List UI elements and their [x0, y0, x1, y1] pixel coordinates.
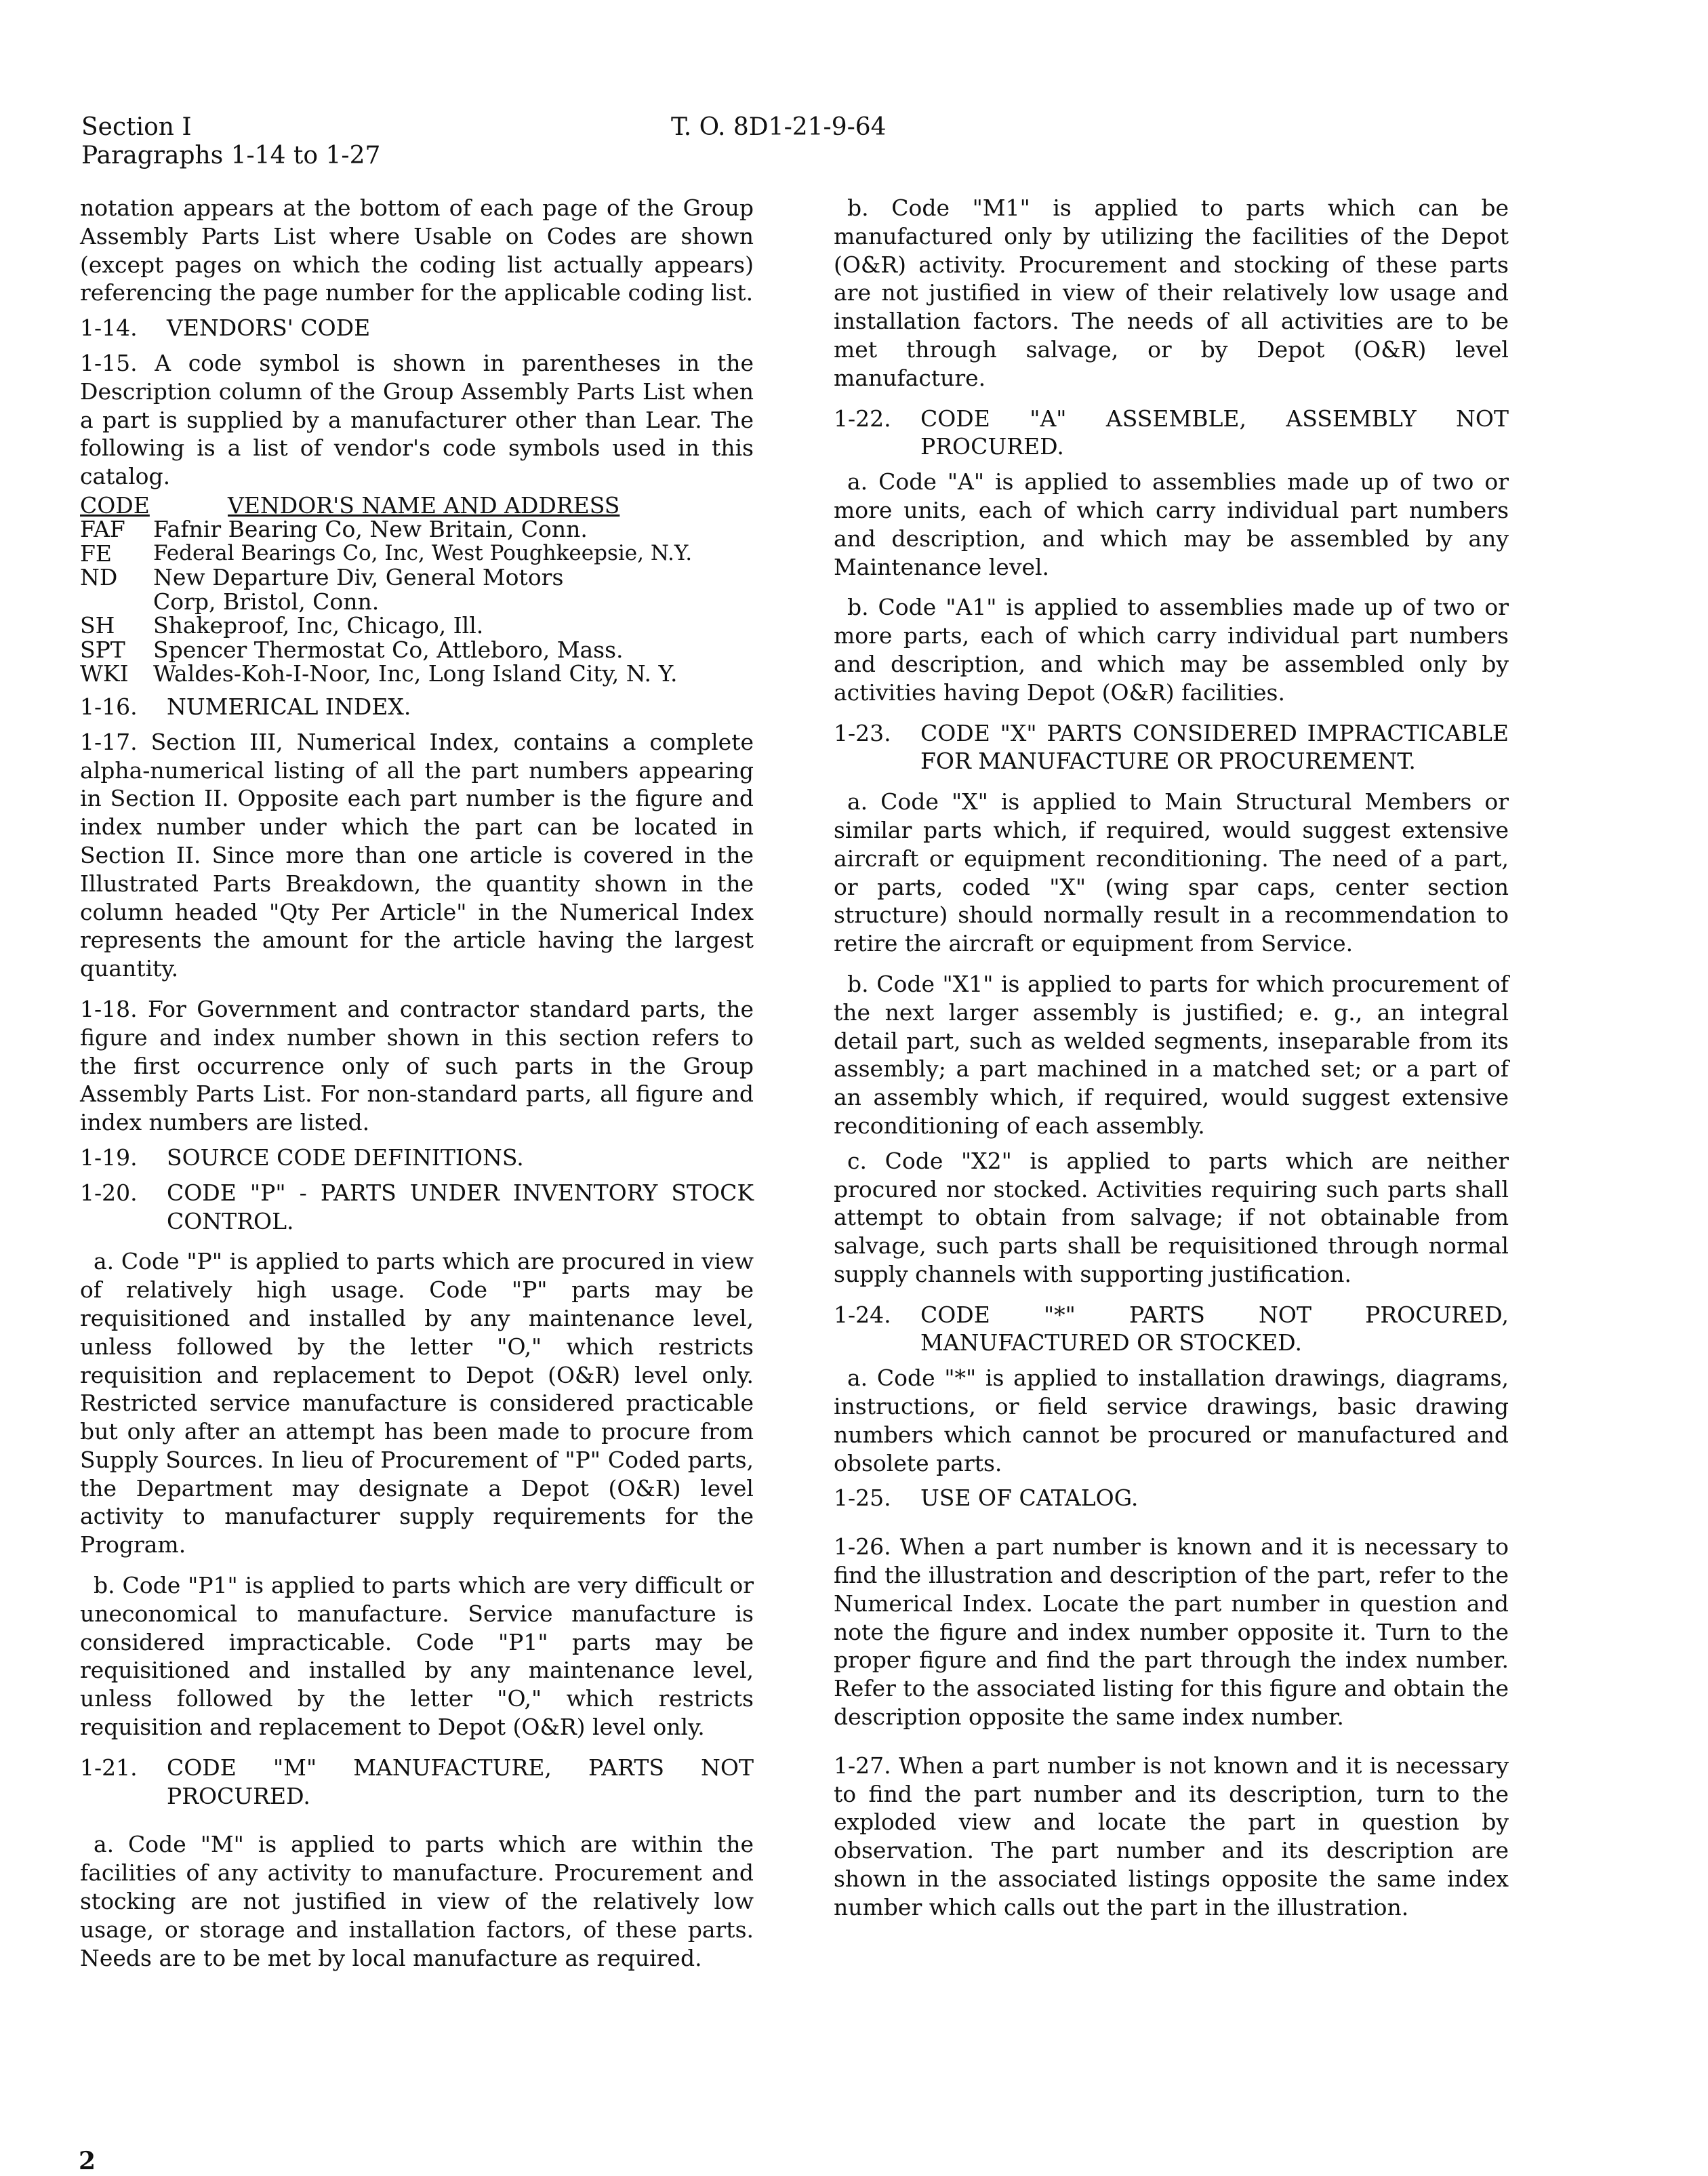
heading-1-14: 1-14. VENDORS' CODE [80, 315, 371, 342]
vendor-row: FAF Fafnir Bearing Co, New Britain, Conn. [80, 516, 588, 543]
intro-paragraph: notation appears at the bottom of each page of the Group Assembly Parts List where Usable on Codes are shown (except pages on which the coding list actually appears) referencing the page number for the applicable coding list. [80, 195, 754, 306]
paragraph-1-20-a: a. Code "P" is applied to parts which are procured in view of relatively high usage. Code "P" parts may be requisitioned and installed by any maintenance level, unless followed by the letter "O," which restricts requisition and replacement to Depot (O&R) level only. Restricted service manufacture is considered practicable but only after an attempt has been made to procure from Supply Sources. In lieu of Procurement of "P" Coded parts, the Department may designate a Depot (O&R) level activity to manufacturer supply requirements for the Program. [80, 1248, 754, 1558]
paragraph-1-20-b: b. Code "P1" is applied to parts which are very difficult or uneconomical to manufacture. Service manufacture is considered impracticable. Code "P1" parts may be requisitioned and installed by any maintenance level, unless followed by the letter "O," which restricts requisition and replacement to Depot (O&R) level only. [80, 1572, 754, 1741]
paragraph-1-15: 1-15. A code symbol is shown in parentheses in the Description column of the Group Assembly Parts List when a part is supplied by a manufacturer other than Lear. The following is a list of vendor's code symbols used in this catalog. [80, 349, 754, 490]
paragraph-1-22-a: a. Code "A" is applied to assemblies made up of two or more units, each of which carry individual part numbers and description, and which may be assembled by any Maintenance level. [834, 468, 1509, 580]
paragraph-1-23-a: a. Code "X" is applied to Main Structural Members or similar parts which, if required, would suggest extensive aircraft or equipment reconditioning. The need of a part, or parts, coded "X" (wing spar caps, center section structure) should normally result in a recommendation to retire the aircraft or equipment from Service. [834, 788, 1509, 957]
paragraph-1-22-b: b. Code "A1" is applied to assemblies made up of two or more parts, each of which carry individual part numbers and description, and which may be assembled only by activities having Depot (O&R) facilities. [834, 594, 1509, 706]
vendor-row: ND New Departure Div, General Motors Corp, Bristol, Conn. [80, 564, 564, 615]
paragraph-1-27: 1-27. When a part number is not known and it is necessary to find the part number and its description, turn to the exploded view and locate the part in question by observation. The part number and its description are shown in the associated listings opposite the same index number which calls out the part in the illustration. [834, 1752, 1509, 1920]
heading-1-25: 1-25. USE OF CATALOG. [834, 1485, 1139, 1512]
paragraph-1-21-a: a. Code "M" is applied to parts which are within the facilities of any activity to manufacture. Procurement and stocking are not justified in view of the relatively low usage, or storage and installation factors, of these parts. Needs are to be met by local manufacture as required. [80, 1831, 754, 1971]
section-label: Section I [81, 113, 192, 141]
paragraph-1-24-a: a. Code "*" is applied to installation drawings, diagrams, instructions, or field service drawings, basic drawing numbers which cannot be procured or manufactured and obsolete parts. [834, 1365, 1509, 1476]
right-column [834, 194, 1509, 1922]
vendor-row: WKI Waldes-Koh-I-Noor, Inc, Long Island City, N. Y. [80, 660, 678, 687]
paragraph-1-23-b: b. Code "X1" is applied to parts for which procurement of the next larger assembly is justified; e. g., an integral detail part, such as welded segments, inseparable from its assembly; a part machined in a matched set; or a part of an assembly which, if required, would suggest extensive reconditioning of each assembly. [834, 970, 1509, 1139]
heading-1-22: 1-22. CODE "A" ASSEMBLE, ASSEMBLY NOT PROCURED. [834, 405, 1509, 460]
heading-1-19: 1-19. SOURCE CODE DEFINITIONS. [80, 1144, 524, 1171]
heading-1-20: 1-20. CODE "P" - PARTS UNDER INVENTORY STOCK CONTROL. [80, 1179, 754, 1234]
heading-1-21: 1-21. CODE "M" MANUFACTURE, PARTS NOT PROCURED. [80, 1754, 754, 1809]
left-column [80, 194, 754, 1972]
paragraph-1-26: 1-26. When a part number is known and it is necessary to find the illustration and description of the part, refer to the Numerical Index. Locate the part number in question and note the figure and index number opposite it. Turn to the proper figure and find the part through the index number. Refer to the associated listing for this figure and obtain the description opposite the same index number. [834, 1533, 1509, 1731]
paragraph-1-18: 1-18. For Government and contractor standard parts, the figure and index number shown in this section refers to the first occurrence only of such parts in the Group Assembly Parts List. For non-standard parts, all figure and index numbers are listed. [80, 995, 754, 1136]
paragraph-1-23-c: c. Code "X2" is applied to parts which are neither procured nor stocked. Activities requiring such parts shall attempt to obtain from salvage; if not obtainable from salvage, such parts shall be requisitioned through normal supply channels with supporting justification. [834, 1147, 1509, 1287]
paragraph-1-17: 1-17. Section III, Numerical Index, contains a complete alpha-numerical listing of all the part numbers appearing in Section II. Opposite each part number is the figure and index number under which the part can be located in Section II. Since more than one article is covered in the Illustrated Parts Breakdown, the quantity shown in the column headed "Qty Per Article" in the Numerical Index represents the amount for the article having the largest quantity. [80, 728, 754, 982]
vendor-row: SPT Spencer Thermostat Co, Attleboro, Mass. [80, 636, 624, 663]
paragraph-range: Paragraphs 1-14 to 1-27 [81, 142, 381, 169]
vendor-row: FE Federal Bearings Co, Inc, West Poughkeepsie, N.Y. [80, 540, 693, 567]
paragraph-1-21-b: b. Code "M1" is applied to parts which can be manufactured only by utilizing the facilities of the Depot (O&R) activity. Procurement and stocking of these parts are not justified in view of their relatively low usage and installation factors. The needs of all activities are to be met through salvage, or by Depot (O&R) level manufacture. [834, 195, 1509, 391]
vendor-row: SH Shakeproof, Inc, Chicago, Ill. [80, 612, 484, 639]
vendor-table-header: CODE VENDOR'S NAME AND ADDRESS [80, 491, 620, 519]
to-number: T. O. 8D1-21-9-64 [671, 113, 887, 141]
heading-1-23: 1-23. CODE "X" PARTS CONSIDERED IMPRACTICABLE FOR MANUFACTURE OR PROCUREMENT. [834, 719, 1509, 775]
heading-1-16: 1-16. NUMERICAL INDEX. [80, 693, 411, 720]
page-number: 2 [79, 2147, 96, 2175]
heading-1-24: 1-24. CODE "*" PARTS NOT PROCURED, MANUFACTURED OR STOCKED. [834, 1301, 1509, 1356]
vendor-table [80, 493, 754, 686]
